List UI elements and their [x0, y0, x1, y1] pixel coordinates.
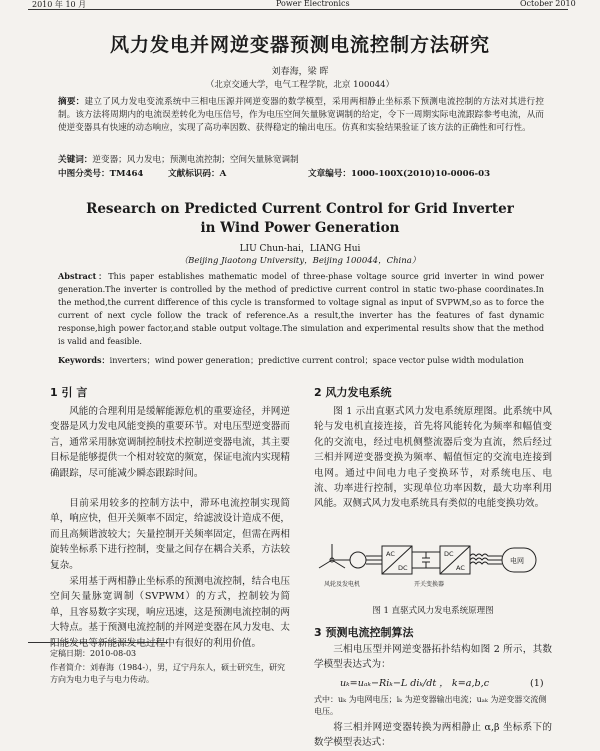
running-header	[0, 0, 600, 10]
en-keywords-label: Keywords：	[58, 355, 110, 365]
sec3-p2: 式中：uₖ 为电网电压；iₖ 为逆变器输出电流；uₐₖ 为逆变器交流侧电压。	[314, 695, 547, 716]
sec3-p3: 将三相并网逆变器转换为两相静止 α,β 坐标系下的数学模型表达式：	[314, 722, 552, 749]
en-affiliation: （Beijing Jiaotong University，Beijing 100044，China）	[179, 256, 421, 266]
en-abstract	[58, 270, 544, 348]
header-journal: Power Electronics	[276, 0, 350, 8]
en-title-line2: in Wind Power Generation	[200, 220, 400, 236]
wind-turbine-icon	[319, 544, 345, 568]
sec3-equation-1-number: (1)	[530, 678, 544, 689]
footnote-rule	[28, 642, 168, 643]
sec3-equation-1: uₖ=uₐₖ−Riₖ−L diₖ/dt ， k=a,b,c	[340, 678, 490, 689]
cn-title: 风力发电并网逆变器预测电流控制方法研究	[109, 34, 490, 56]
svg-text:DC: DC	[398, 564, 408, 572]
cn-classification	[58, 168, 544, 181]
fig-label-converter: 开关变换器	[414, 581, 445, 588]
header-rule	[28, 9, 568, 10]
en-title-line1: Research on Predicted Current Control for Grid Inverter	[86, 201, 514, 217]
svg-text:DC: DC	[444, 550, 454, 558]
sec1-p3: 采用基于两相静止坐标系的预测电流控制，结合电压空间矢量脉宽调制（SVPWM）的方式，控制较为简单，且容易数字实现，响应迅速，这是预测电流控制的两大特点。基于预测电流控制的并网逆变器在风力发电、太阳能发电等新能源发电过程中有很好的利用价值。	[50, 576, 290, 649]
en-abstract-label: Abstract：	[58, 271, 109, 281]
cn-keywords	[58, 154, 544, 167]
cn-abstract-label: 摘要：	[58, 97, 85, 107]
footnote-author-info: 作者简介：刘春海（1984-），男，辽宁丹东人，硕士研究生，研究方向为电力电子与电力传动。	[50, 663, 286, 684]
cn-article-no: 文章编号：1000-100X(2010)10-0006-03	[308, 169, 491, 179]
sec2-title: 2 风力发电系统	[314, 386, 392, 399]
en-keywords-text: inverters；wind power generation；predictive current control；space vector pulse width modulation	[109, 355, 524, 365]
generator-icon	[350, 552, 366, 568]
cn-doc-code: 文献标识码：A	[168, 169, 227, 179]
en-authors: LIU Chun-hai，LIANG Hui	[239, 244, 361, 254]
header-date: 2010 年 10 月	[32, 0, 87, 9]
sec1-p2: 目前采用较多的控制方法中，滞环电流控制实现简单，响应快，但开关频率不固定，给滤波设计造成不便，而且高频谐波较大；矢量控制开关频率固定，但需在两相旋转坐标系下进行控制，变量之间存在耦合关系，方法较复杂。	[50, 498, 290, 571]
sec1-p1: 风能的合理利用是缓解能源危机的重要途径，并网逆变器是风力发电风能变换的重要环节。对电压型逆变器而言，通常采用脉宽调制控制技术控制逆变器电流，其主要目标是能够提供一个相对较宽的频宽，保证电流内实现精确跟踪，尽可能减少瞬态跟踪时间。	[50, 406, 290, 479]
header-date-en: October 2010	[520, 0, 576, 8]
svg-text:AC: AC	[386, 550, 395, 558]
grid-label: 电网	[510, 557, 524, 565]
sec1-title: 1 引 言	[50, 386, 88, 399]
fig-label-generator: 风轮及发电机	[324, 581, 361, 588]
svg-text:AC: AC	[456, 564, 465, 572]
sec2-p1: 图 1 示出直驱式风力发电系统原理图。此系统中风轮与发电机直接连接，首先将风能转化为频率和幅值变化的交流电，经过电机侧整流器后变为直流，然后经过三相并网逆变器变换为频率、幅值恒定的交流电连接到电网。通过中间电力电子变换环节，对系统电压、电流、功率进行控制，实现单位功率因数，最大功率利用风能。双侧式风力发电系统具有类似的电能变换功效。	[314, 406, 552, 510]
cn-keywords-text: 逆变器；风力发电；预测电流控制；空间矢量脉宽调制	[92, 155, 299, 165]
sec3-title: 3 预测电流控制算法	[314, 626, 414, 639]
cn-clc: 中图分类号：TM464	[58, 169, 144, 179]
cn-authors: 刘春海，梁 晖	[271, 67, 329, 77]
en-abstract-text: This paper establishes mathematic model of three-phase voltage source grid inverter in wind power generation.The inverter is controlled by the method of predictive current control in static two-phase coordinates.In the method,the current difference of this cycle is transformed to voltage signal as input of SVPWM,so as to force the current of next cycle follow the track of reference.As a result,the inverter has the features of fast dynamic response,high power factor,and stable output voltage.The simulation and experimental results show that the method is valid and feasible.	[58, 271, 544, 346]
cn-keywords-label: 关键词：	[58, 155, 93, 165]
en-keywords	[58, 354, 544, 367]
footnote-received: 定稿日期：2010-08-03	[50, 649, 137, 658]
cn-abstract-text: 建立了风力发电变流系统中三相电压源并网逆变器的数学模型，采用两相静止坐标系下预测电流控制的方法对其进行控制。该方法将周期内的电流误差转化为电压信号，作为电压空间矢量脉宽调制的给定，令下一周期实际电流跟踪参考电流，从而使逆变器具有快速的动态响应，实现了高功率因数、获得稳定的输出电压。仿真和实验结果验证了该方法的正确性和可行性。	[58, 97, 544, 133]
sec3-p1: 三相电压型并网逆变器拓扑结构如图 2 所示，其数学模型表达式为：	[314, 644, 552, 671]
figure-1-diagram	[314, 538, 552, 602]
cn-affiliation: （北京交通大学，电气工程学院，北京 100044）	[205, 80, 395, 90]
figure-1-caption: 图 1 直驱式风力发电系统原理图	[372, 606, 494, 616]
cn-abstract	[58, 96, 544, 148]
